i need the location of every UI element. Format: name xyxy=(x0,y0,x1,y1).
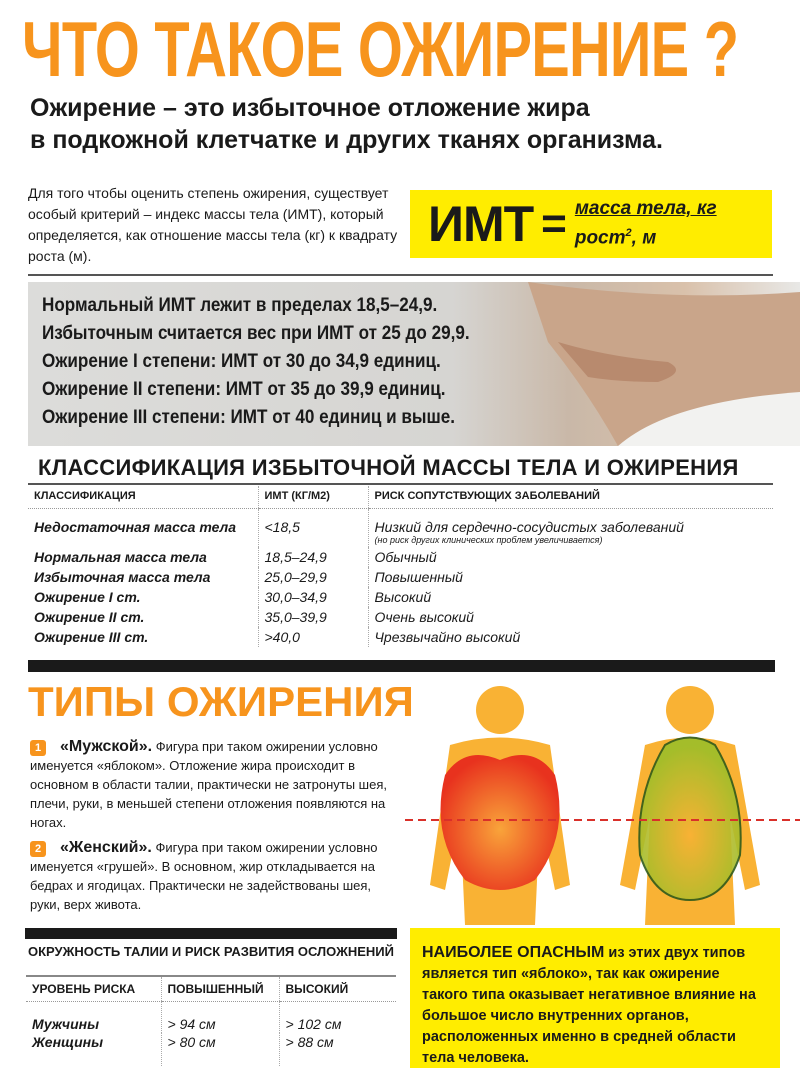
bmi-cell: 35,0–39,9 xyxy=(258,607,368,627)
warning-lead: НАИБОЛЕЕ ОПАСНЫМ xyxy=(422,944,605,961)
bmi-cell: >40,0 xyxy=(258,627,368,647)
column-header: КЛАССИФИКАЦИЯ xyxy=(28,486,258,509)
value-cell: > 102 см xyxy=(279,1002,396,1034)
type-item-female xyxy=(30,838,400,914)
risk-cell: Высокий xyxy=(368,587,773,607)
type-text: Фигура при таком ожирении условно именуется «яблоком». Отложение жира происходит в основном в области талии, практически не затронуты шея, плечи, руки, в меньшей степени отложения появляются на ногах. xyxy=(30,739,387,830)
divider xyxy=(28,483,773,485)
range-line: Ожирение I степени: ИМТ от 30 до 34,9 единиц. xyxy=(42,351,441,372)
table-row xyxy=(26,1002,396,1034)
subtitle-line: Ожирение – это избыточное отложение жира xyxy=(30,94,590,122)
risk-text: Низкий для сердечно-сосудистых заболеваний xyxy=(374,519,684,535)
number-badge: 1 xyxy=(30,740,46,756)
type-text: Фигура при таком ожирении условно именуется «грушей». В основном, жир откладывается на бедрах и ягодицах. Практически не задействованы шея, руки, верх живота. xyxy=(30,840,378,912)
risk-cell xyxy=(368,509,773,548)
intro-text: Для того чтобы оценить степень ожирения, существует особый критерий – индекс массы тела (ИМТ), который определяется, как отношение массы тела (кг) к квадрату роста (м). xyxy=(28,185,398,264)
section-bar xyxy=(25,928,397,939)
divider xyxy=(28,274,773,276)
section-bar xyxy=(28,660,775,672)
types-heading: ТИПЫ ОЖИРЕНИЯ xyxy=(28,678,414,725)
class-cell: Ожирение II ст. xyxy=(34,609,145,625)
body-types-illustration xyxy=(405,685,800,925)
waist-photo-illustration xyxy=(468,282,800,446)
group-cell: Мужчины xyxy=(32,1016,100,1032)
table-row xyxy=(28,627,773,647)
risk-note: (но риск других клинических проблем увеличивается) xyxy=(374,535,603,545)
risk-cell: Чрезвычайно высокий xyxy=(368,627,773,647)
type-item-male xyxy=(30,737,400,832)
table-header-row xyxy=(26,976,396,1002)
range-line: Избыточным считается вес при ИМТ от 25 до 29,9. xyxy=(42,323,470,344)
range-line: Нормальный ИМТ лежит в пределах 18,5–24,9. xyxy=(42,295,438,316)
range-line: Ожирение III степени: ИМТ от 40 единиц и выше. xyxy=(42,407,456,428)
value-cell: > 94 см xyxy=(161,1002,279,1034)
bmi-formula xyxy=(410,190,772,258)
warning-box xyxy=(410,928,780,1068)
table-row xyxy=(28,547,773,567)
class-cell: Ожирение III ст. xyxy=(34,629,149,645)
value-cell: > 80 см xyxy=(161,1033,279,1066)
formula-lhs: ИМТ xyxy=(428,196,534,252)
formula-numerator: масса тела, кг xyxy=(574,198,717,220)
table-row xyxy=(28,607,773,627)
formula-eq: = xyxy=(541,199,567,248)
group-cell: Женщины xyxy=(32,1034,104,1050)
bmi-cell: <18,5 xyxy=(258,509,368,548)
page-title: ЧТО ТАКОЕ ОЖИРЕНИЕ ? xyxy=(22,5,739,93)
denominator-unit: , м xyxy=(631,227,657,249)
column-header: УРОВЕНЬ РИСКА xyxy=(26,976,161,1002)
risk-cell: Повышенный xyxy=(368,567,773,587)
table-row xyxy=(26,1033,396,1066)
waist-table xyxy=(26,975,396,1066)
formula-denominator xyxy=(575,221,717,250)
table-row xyxy=(28,509,773,548)
risk-cell: Обычный xyxy=(368,547,773,567)
denominator-power: 2 xyxy=(625,227,632,240)
class-cell: Нормальная масса тела xyxy=(34,549,207,565)
column-header: ВЫСОКИЙ xyxy=(279,976,396,1002)
number-badge: 2 xyxy=(30,841,46,857)
bmi-ranges-panel xyxy=(28,282,800,446)
classification-heading: КЛАССИФИКАЦИЯ ИЗБЫТОЧНОЙ МАССЫ ТЕЛА И ОЖИРЕНИЯ xyxy=(38,455,739,480)
bmi-cell: 18,5–24,9 xyxy=(258,547,368,567)
subtitle-line: в подкожной клетчатке и других тканях организма. xyxy=(30,126,663,154)
type-name: «Мужской». xyxy=(60,738,153,755)
class-cell: Недостаточная масса тела xyxy=(34,519,237,535)
type-name: «Женский». xyxy=(60,839,152,856)
value-cell: > 88 см xyxy=(279,1033,396,1066)
table-header-row xyxy=(28,486,773,509)
table-row xyxy=(28,587,773,607)
warning-text: из этих двух типов является тип «яблоко», так как ожирение такого типа оказывает негативное влияние на большое число внутренних органов, расположенных именно в средней области тела человека. xyxy=(422,945,756,1066)
bmi-cell: 25,0–29,9 xyxy=(258,567,368,587)
waist-title: ОКРУЖНОСТЬ ТАЛИИ И РИСК РАЗВИТИЯ ОСЛОЖНЕНИЙ xyxy=(28,944,394,959)
formula-fraction xyxy=(575,197,717,250)
class-cell: Избыточная масса тела xyxy=(34,569,211,585)
risk-cell: Очень высокий xyxy=(368,607,773,627)
table-row xyxy=(28,567,773,587)
class-cell: Ожирение I ст. xyxy=(34,589,141,605)
subtitle xyxy=(30,92,790,156)
range-line: Ожирение II степени: ИМТ от 35 до 39,9 единиц. xyxy=(42,379,446,400)
denominator-text: рост xyxy=(574,227,626,249)
bmi-cell: 30,0–34,9 xyxy=(258,587,368,607)
column-header: ПОВЫШЕННЫЙ xyxy=(161,976,279,1002)
column-header: ИМТ (КГ/М2) xyxy=(258,486,368,509)
classification-table xyxy=(28,486,773,647)
column-header: РИСК СОПУТСТВУЮЩИХ ЗАБОЛЕВАНИЙ xyxy=(368,486,773,509)
apple-shape-icon xyxy=(441,755,560,890)
